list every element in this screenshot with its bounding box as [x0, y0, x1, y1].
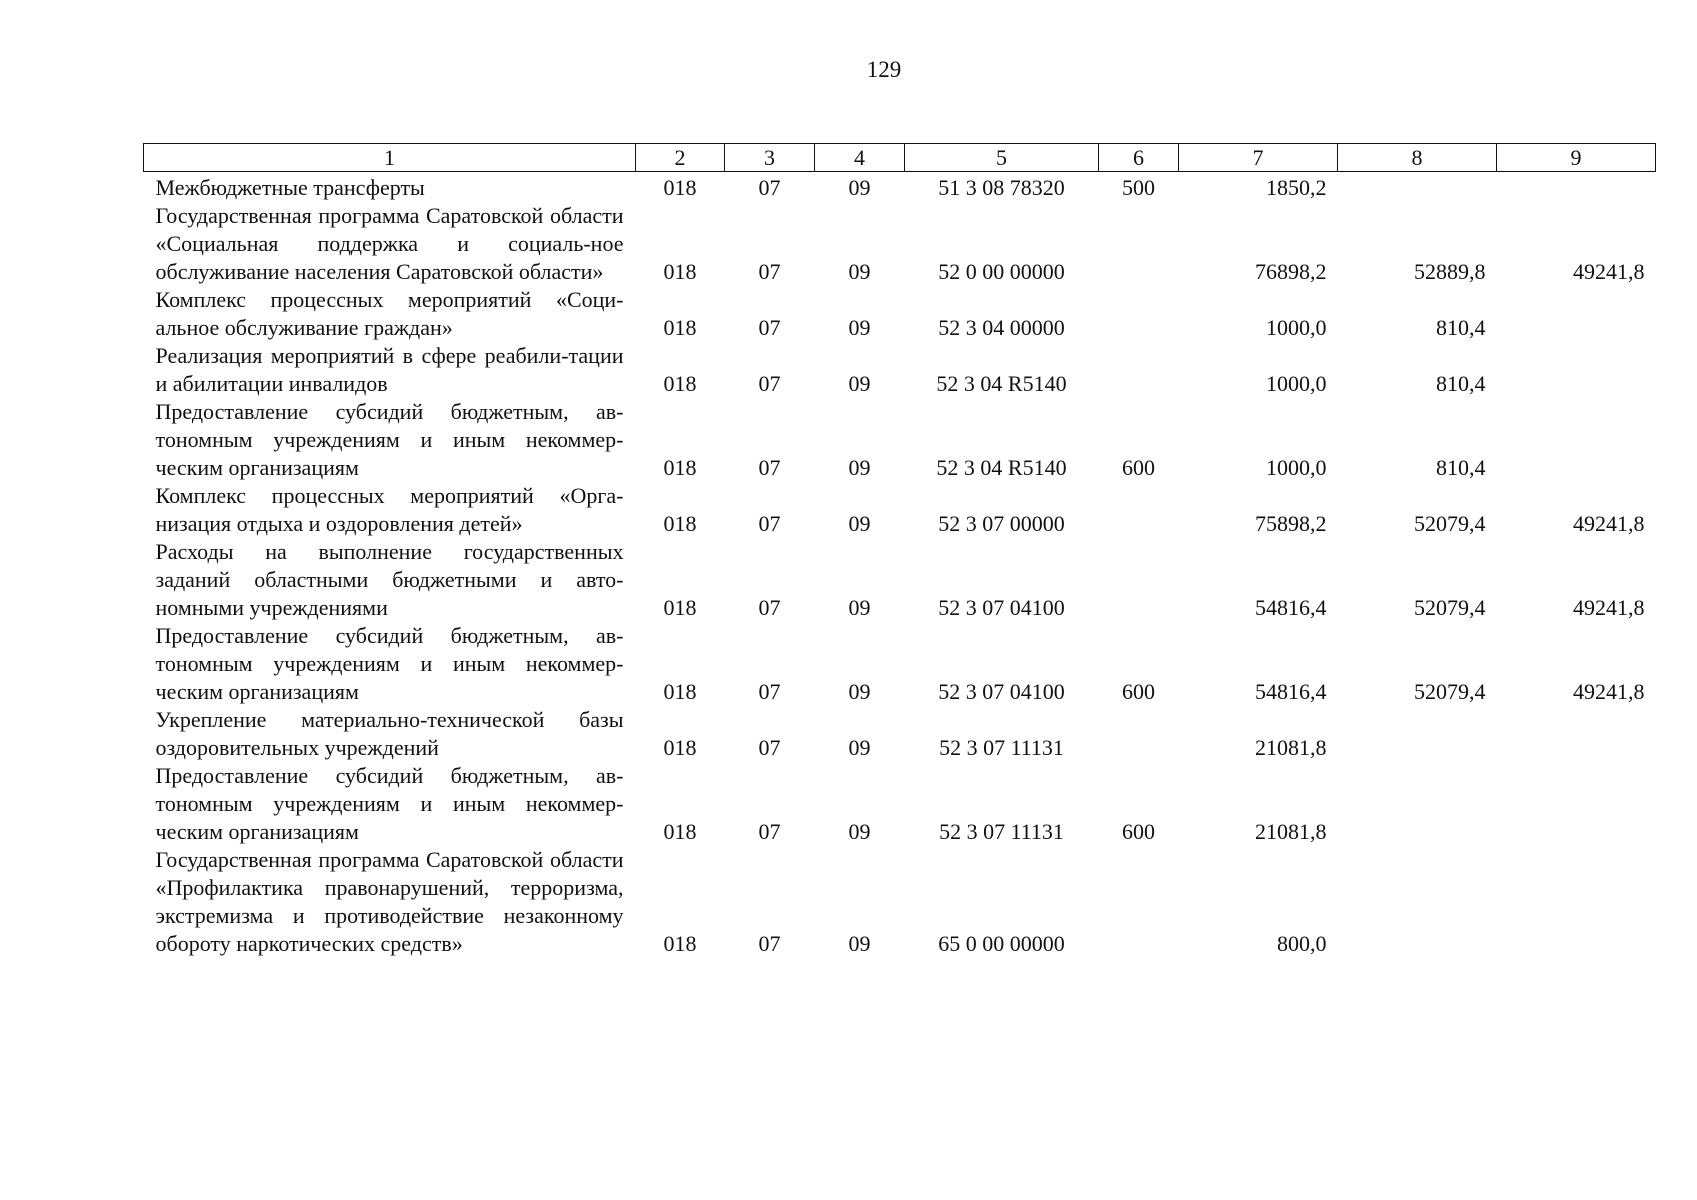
- table-row: [144, 286, 1656, 342]
- amount-col8: 52079,4: [1414, 511, 1486, 536]
- amount-col9: 49241,8: [1573, 259, 1645, 284]
- target-article-code: 51 3 08 78320: [938, 175, 1065, 200]
- target-article-code: 52 3 07 04100: [938, 679, 1065, 704]
- expense-type-code: [1099, 342, 1179, 398]
- amount-col9: [1497, 286, 1656, 342]
- target-article-code: 65 0 00 00000: [938, 931, 1065, 956]
- expense-type-code: 500: [1122, 175, 1155, 200]
- expense-type-code: [1099, 706, 1179, 762]
- subsection-code: 09: [848, 175, 871, 200]
- expense-type-code: [1099, 286, 1179, 342]
- table-row: [144, 538, 1656, 622]
- subsection-code: 09: [848, 455, 871, 480]
- table-row: [144, 762, 1656, 846]
- ministry-code: 018: [663, 735, 697, 760]
- subsection-code: 09: [848, 259, 871, 284]
- amount-col9: [1497, 398, 1656, 482]
- table-row: [144, 622, 1656, 706]
- amount-col9: [1497, 706, 1656, 762]
- section-code: 07: [758, 175, 781, 200]
- ministry-code: 018: [663, 455, 697, 480]
- ministry-code: 018: [663, 259, 697, 284]
- table-row: [144, 202, 1656, 286]
- budget-table: [143, 143, 1656, 958]
- row-name: Предоставление субсидий бюджетным, ав-тономным учреждениям и иным некоммер-ческим организациям: [155, 763, 624, 844]
- amount-col7: 1000,0: [1266, 371, 1327, 396]
- column-header: 3: [725, 144, 815, 172]
- table-header-row: [144, 144, 1656, 172]
- amount-col7: 54816,4: [1255, 595, 1327, 620]
- target-article-code: 52 3 07 00000: [938, 511, 1065, 536]
- row-name: Государственная программа Саратовской области «Социальная поддержка и социаль-ное обслуживание населения Саратовской области»: [155, 203, 624, 284]
- amount-col8: [1338, 172, 1497, 203]
- row-name: Государственная программа Саратовской области «Профилактика правонарушений, терроризма, экстремизма и противодействие незаконному обороту наркотических средств»: [155, 847, 624, 956]
- expense-type-code: 600: [1122, 455, 1155, 480]
- ministry-code: 018: [663, 511, 697, 536]
- amount-col8: 810,4: [1436, 455, 1486, 480]
- ministry-code: 018: [663, 819, 697, 844]
- amount-col7: 54816,4: [1255, 679, 1327, 704]
- subsection-code: 09: [848, 931, 871, 956]
- amount-col8: 52889,8: [1414, 259, 1486, 284]
- amount-col7: 21081,8: [1255, 819, 1327, 844]
- target-article-code: 52 3 07 11131: [939, 819, 1064, 844]
- target-article-code: 52 3 04 00000: [938, 315, 1065, 340]
- subsection-code: 09: [848, 679, 871, 704]
- amount-col9: 49241,8: [1573, 679, 1645, 704]
- row-name: Расходы на выполнение государственных заданий областными бюджетными и авто-номными учреждениями: [155, 539, 624, 620]
- amount-col9: [1497, 342, 1656, 398]
- table-row: [144, 482, 1656, 538]
- section-code: 07: [758, 315, 781, 340]
- amount-col9: 49241,8: [1573, 595, 1645, 620]
- ministry-code: 018: [663, 315, 697, 340]
- table-row: [144, 172, 1656, 203]
- subsection-code: 09: [848, 371, 871, 396]
- column-header: 4: [815, 144, 905, 172]
- section-code: 07: [758, 735, 781, 760]
- section-code: 07: [758, 371, 781, 396]
- column-header: 1: [144, 144, 636, 172]
- amount-col7: 21081,8: [1255, 735, 1327, 760]
- subsection-code: 09: [848, 595, 871, 620]
- target-article-code: 52 0 00 00000: [938, 259, 1065, 284]
- amount-col7: 1000,0: [1266, 455, 1327, 480]
- amount-col8: [1338, 706, 1497, 762]
- expense-type-code: [1099, 482, 1179, 538]
- section-code: 07: [758, 931, 781, 956]
- section-code: 07: [758, 511, 781, 536]
- row-name: Укрепление материально-технической базы оздоровительных учреждений: [155, 707, 624, 760]
- target-article-code: 52 3 04 R5140: [936, 371, 1067, 396]
- ministry-code: 018: [663, 679, 697, 704]
- amount-col9: [1497, 846, 1656, 958]
- section-code: 07: [758, 819, 781, 844]
- column-header: 5: [905, 144, 1099, 172]
- table-row: [144, 706, 1656, 762]
- target-article-code: 52 3 07 04100: [938, 595, 1065, 620]
- column-header: 8: [1338, 144, 1497, 172]
- table-row: [144, 398, 1656, 482]
- expense-type-code: [1099, 538, 1179, 622]
- section-code: 07: [758, 455, 781, 480]
- subsection-code: 09: [848, 735, 871, 760]
- page-number: 129: [866, 57, 902, 82]
- section-code: 07: [758, 259, 781, 284]
- subsection-code: 09: [848, 315, 871, 340]
- section-code: 07: [758, 595, 781, 620]
- expense-type-code: [1099, 846, 1179, 958]
- amount-col8: [1338, 762, 1497, 846]
- expense-type-code: 600: [1122, 679, 1155, 704]
- column-header: 6: [1099, 144, 1179, 172]
- row-name: Реализация мероприятий в сфере реабили-тации и абилитации инвалидов: [155, 343, 624, 396]
- amount-col8: [1338, 846, 1497, 958]
- target-article-code: 52 3 04 R5140: [936, 455, 1067, 480]
- amount-col7: 800,0: [1277, 931, 1327, 956]
- ministry-code: 018: [663, 371, 697, 396]
- column-header: 9: [1497, 144, 1656, 172]
- amount-col9: 49241,8: [1573, 511, 1645, 536]
- amount-col8: 52079,4: [1414, 679, 1486, 704]
- row-name: Комплекс процессных мероприятий «Соци-альное обслуживание граждан»: [155, 287, 624, 340]
- row-name: Предоставление субсидий бюджетным, ав-тономным учреждениям и иным некоммер-ческим организациям: [155, 399, 624, 480]
- amount-col7: 1000,0: [1266, 315, 1327, 340]
- column-header: 2: [636, 144, 725, 172]
- expense-type-code: 600: [1122, 819, 1155, 844]
- amount-col9: [1497, 172, 1656, 203]
- table-row: [144, 846, 1656, 958]
- target-article-code: 52 3 07 11131: [939, 735, 1064, 760]
- subsection-code: 09: [848, 819, 871, 844]
- row-name: Комплекс процессных мероприятий «Орга-низация отдыха и оздоровления детей»: [155, 483, 624, 536]
- row-name: Межбюджетные трансферты: [155, 175, 425, 200]
- amount-col8: 52079,4: [1414, 595, 1486, 620]
- ministry-code: 018: [663, 595, 697, 620]
- row-name: Предоставление субсидий бюджетным, ав-тономным учреждениям и иным некоммер-ческим организациям: [155, 623, 624, 704]
- amount-col7: 1850,2: [1266, 175, 1327, 200]
- table-row: [144, 342, 1656, 398]
- ministry-code: 018: [663, 175, 697, 200]
- column-header: 7: [1179, 144, 1338, 172]
- amount-col8: 810,4: [1436, 371, 1486, 396]
- amount-col7: 76898,2: [1255, 259, 1327, 284]
- amount-col8: 810,4: [1436, 315, 1486, 340]
- amount-col7: 75898,2: [1255, 511, 1327, 536]
- amount-col9: [1497, 762, 1656, 846]
- expense-type-code: [1099, 202, 1179, 286]
- subsection-code: 09: [848, 511, 871, 536]
- section-code: 07: [758, 679, 781, 704]
- ministry-code: 018: [663, 931, 697, 956]
